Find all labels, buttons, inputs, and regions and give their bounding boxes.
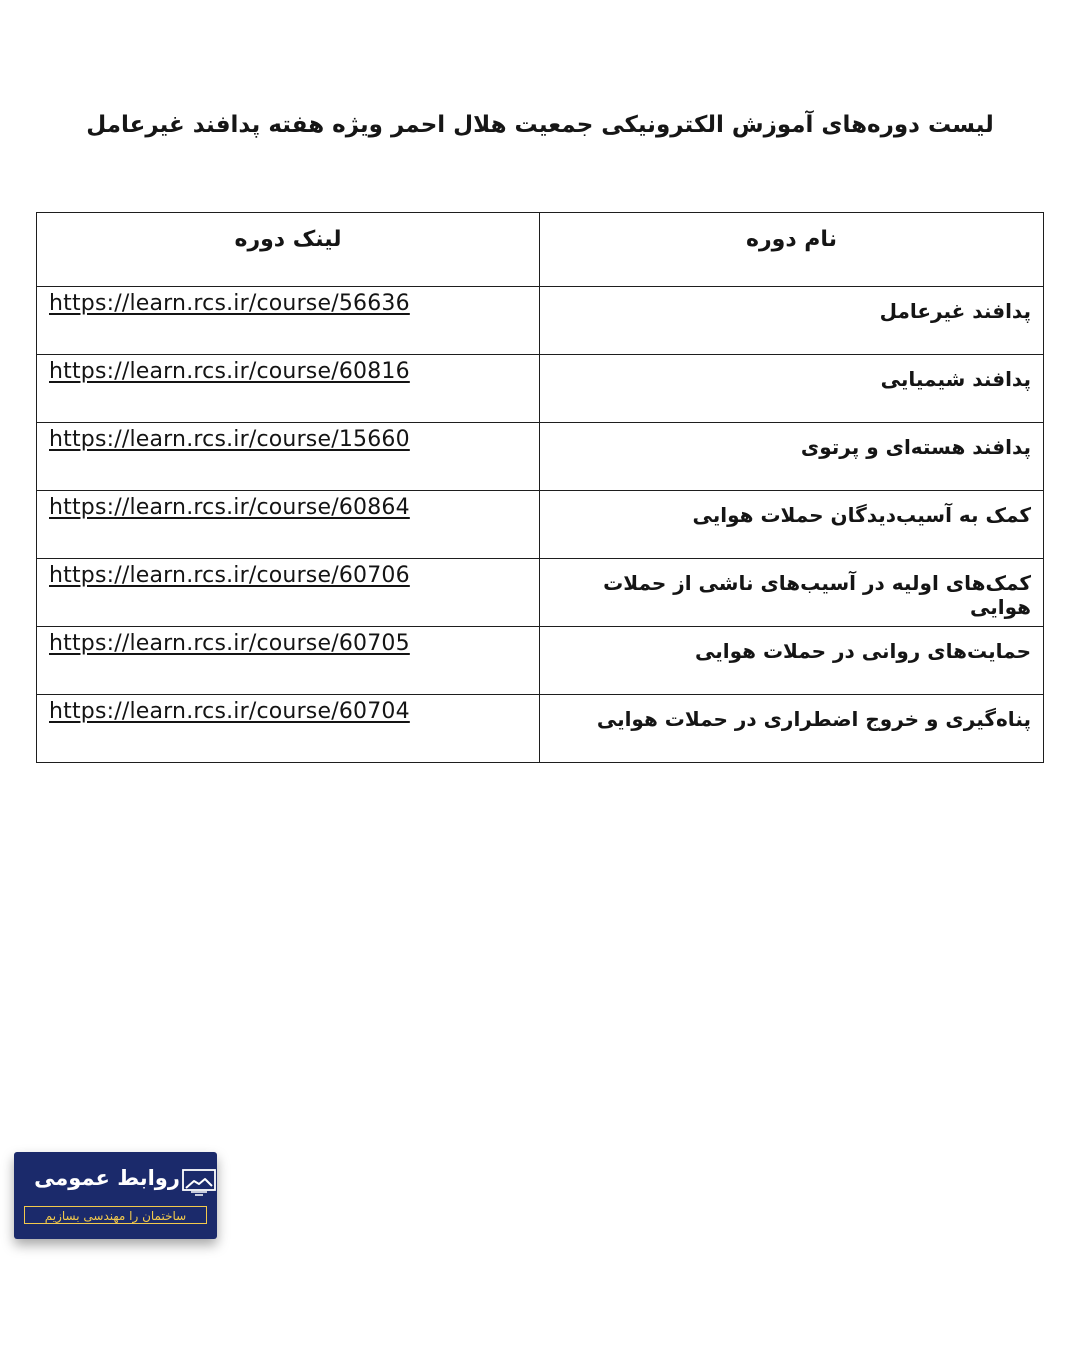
link-cell [37, 491, 540, 559]
table-row [37, 695, 1044, 763]
page-title: لیست دوره‌های آموزش الکترونیکی جمعیت هلال احمر ویژه هفته پدافند غیرعامل [86, 112, 994, 138]
course-link[interactable]: https://learn.rcs.ir/course/56636 [49, 291, 410, 316]
course-name: پدافند شیمیایی [540, 355, 1044, 423]
handshake-icon [182, 1168, 216, 1198]
course-name: حمایت‌های روانی در حملات هوایی [540, 627, 1044, 695]
public-relations-badge [14, 1152, 217, 1239]
course-name: کمک‌های اولیه در آسیب‌های ناشی از حملات هوایی [540, 559, 1044, 627]
course-link[interactable]: https://learn.rcs.ir/course/60704 [49, 699, 410, 724]
table-row [37, 287, 1044, 355]
course-name: کمک به آسیب‌دیدگان حملات هوایی [540, 491, 1044, 559]
table-header-row [37, 213, 1044, 287]
link-cell [37, 355, 540, 423]
course-link[interactable]: https://learn.rcs.ir/course/15660 [49, 427, 410, 452]
link-cell [37, 423, 540, 491]
link-cell [37, 695, 540, 763]
course-link[interactable]: https://learn.rcs.ir/course/60816 [49, 359, 410, 384]
course-table [36, 212, 1044, 763]
course-name: پدافند غیرعامل [540, 287, 1044, 355]
course-link[interactable]: https://learn.rcs.ir/course/60706 [49, 563, 410, 588]
link-column-header: لینک دوره [37, 213, 540, 287]
table-row [37, 491, 1044, 559]
table-row [37, 423, 1044, 491]
name-column-header: نام دوره [540, 213, 1044, 287]
course-name: پدافند هسته‌ای و پرتوی [540, 423, 1044, 491]
link-cell [37, 559, 540, 627]
badge-slogan: ساختمان را مهندسی بسازیم [24, 1206, 207, 1224]
table-row [37, 627, 1044, 695]
course-name: پناه‌گیری و خروج اضطراری در حملات هوایی [540, 695, 1044, 763]
course-link[interactable]: https://learn.rcs.ir/course/60705 [49, 631, 410, 656]
table-row [37, 559, 1044, 627]
badge-title: روابط عمومی [34, 1166, 180, 1190]
table-row [37, 355, 1044, 423]
link-cell [37, 627, 540, 695]
course-link[interactable]: https://learn.rcs.ir/course/60864 [49, 495, 410, 520]
link-cell [37, 287, 540, 355]
